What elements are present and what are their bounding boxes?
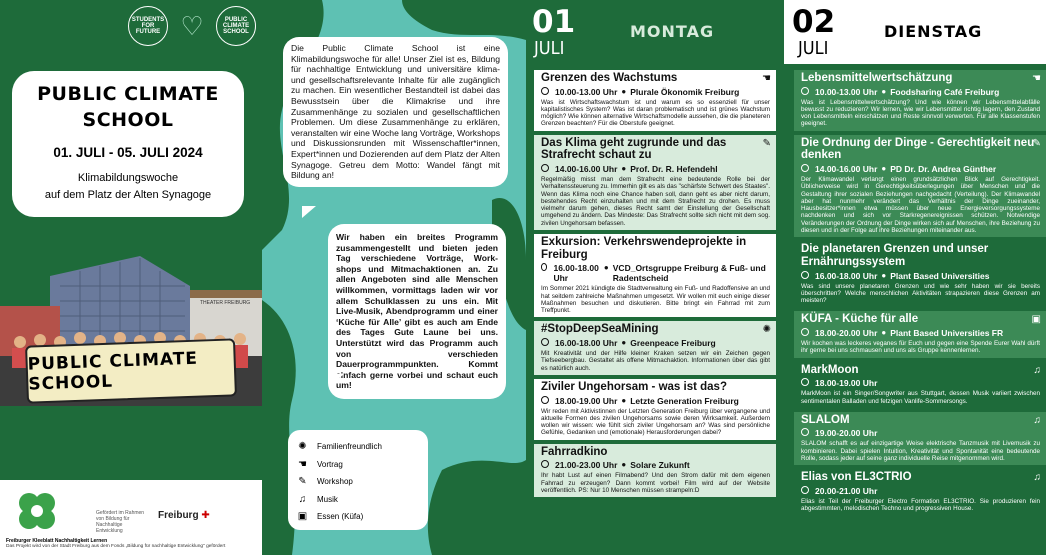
event-time: 10.00-13.00 Uhr: [555, 86, 618, 97]
public-climate-school-logo: PUBLIC CLIMATE SCHOOL: [216, 6, 256, 46]
clock-icon: [801, 378, 809, 386]
event-description: Was ist Lebensmittelwertschätzung? Und wie können wir Lebensmittelabfälle bewusst zu reduzieren? Wir lernen, wie wir Lebensmittel richtig lagern, den Zustand von Lebensmitteln einschätzen und Reste sinnvoll verwerten. Für alle Klassenstufen geeignet.: [801, 98, 1040, 128]
event-host: VCD_Ortsgruppe Freiburg & Fuß- und Radentscheid: [612, 263, 766, 284]
event-time: 20.00-21.00 Uhr: [815, 485, 878, 496]
legend-item: [296, 473, 420, 491]
clock-icon: [541, 263, 547, 271]
event-meta: [801, 378, 1040, 388]
event-description: Was sind unsere planetaren Grenzen und wie sehr haben wir sie bereits überschritten? Welche menschlichen Aktivitäten strapazieren diese Grenzen am meisten?: [801, 282, 1040, 305]
event-time: 14.00-16.00 Uhr: [555, 163, 618, 174]
legend-label: Workshop: [317, 477, 353, 487]
event-host: PD Dr. Dr. Andrea Günther: [890, 163, 997, 174]
event-title: Das Klima geht zugrunde und das Strafrecht schaut zu: [541, 136, 727, 162]
event-meta: [541, 164, 770, 174]
program-bubble: Wir haben ein breites Programm zusammengestellt und bieten jeden Tag verschiedene Vorträge, Work-shops und Mitmachaktionen an. Zu allen Angeboten sind alle Menschen willkommen, vormittags laden wir vor allem Schulklassen zu uns ein. Mit Live-Musik, Abendprogramm und einer ‘Küche für Alle’ gibt es auch am Ende des Tages Gute Laune bei uns. Unterstützt wird das Programm auch von verschieden Dauerprogrammpunkten. Kommt einfach gerne vorbei und schaut euch um!: [328, 224, 506, 399]
event-title: Ziviler Ungehorsam - was ist das?: [541, 380, 727, 393]
lecture-icon: ☚: [298, 458, 307, 470]
clock-icon: [801, 164, 809, 172]
event-host: Plant Based Universities: [890, 270, 990, 281]
music-icon: ♫: [298, 493, 307, 505]
event-host: Prof. Dr. R. Hefendehl: [630, 163, 718, 174]
event-time: 21.00-23.00 Uhr: [555, 460, 618, 471]
lecture-icon: ☚: [762, 73, 771, 84]
event-description: Mit Kreativität und der Hilfe kleiner Kraken setzen wir ein Zeichen gegen Tiefseebergbau. Gestaltet als offene Mitmachaktion. Informationen über das gibt es natürlich auch.: [541, 350, 770, 372]
event-description: Wir kochen was leckeres veganes für Euch und gegen eine Spende Eurer Wahl dürft ihr gerne bei uns schmausen und uns als Gruppe kennenlernen.: [801, 340, 1040, 355]
person-icon: ●: [881, 328, 887, 338]
event-description: MarkMoon ist ein Singer/Songwriter aus Stuttgart, dessen Musik variiert zwischen sentimentalen Balladen und fetzigen Vanlife-Sommersongs.: [801, 390, 1040, 405]
title-card: [12, 71, 244, 217]
event-card: [534, 70, 776, 131]
event-title: Grenzen des Wachstums: [541, 72, 678, 84]
event-card: [534, 444, 776, 497]
person-icon: ●: [621, 163, 627, 173]
legend-label: Familienfreundlich: [317, 442, 382, 452]
event-card: [794, 241, 1046, 307]
event-meta: [541, 87, 770, 97]
banner: PUBLIC CLIMATE SCHOOL: [25, 338, 237, 403]
event-card: [794, 311, 1046, 357]
students-for-future-logo: STUDENTS FOR FUTURE: [128, 6, 168, 46]
event-title: MarkMoon: [801, 363, 859, 376]
clock-icon: [541, 87, 549, 95]
legend-item: [296, 508, 420, 526]
person-icon: ●: [881, 163, 887, 173]
event-title: Exkursion: Verkehrswendeprojekte in Freiburg: [541, 236, 747, 261]
tuesday-events: [794, 70, 1046, 519]
monday-panel: [526, 0, 784, 555]
freiburg-name: Freiburg: [158, 510, 199, 521]
event-card: [794, 70, 1046, 131]
music-icon: ♫: [1033, 472, 1041, 484]
clock-icon: [801, 87, 809, 95]
event-time: 18.00-20.00 Uhr: [815, 328, 878, 339]
food-icon: ▣: [1031, 314, 1041, 326]
person-icon: ●: [621, 395, 627, 405]
event-card: [794, 362, 1046, 408]
monday-events: [534, 70, 776, 501]
event-card: [794, 469, 1046, 515]
event-card: [534, 321, 776, 374]
family-icon: ✺: [762, 324, 771, 336]
event-host: Solare Zukunft: [630, 460, 690, 471]
workshop-icon: ✎: [1032, 137, 1041, 149]
theater-sign: THEATER FREIBURG: [200, 300, 251, 306]
legend-label: Essen (Küfa): [317, 512, 364, 522]
monday-day-name: MONTAG: [630, 22, 715, 41]
event-description: Wir reden mit Aktivistinnen der Letzten Generation Freiburg über vergangene und aktuelle Formen des zivilen Ungehorsams sowie deren Wirksamkeit. Außerdem wollen wir wissen: wie fühlt sich ziviler Ungehorsam an? Was sind persönliche Gefühle, Gedanken und (emotionale) Herausforderungen dabei?: [541, 407, 770, 437]
person-icon: ●: [621, 338, 627, 348]
legend-item: [296, 456, 420, 474]
legend-label: Musik: [317, 494, 338, 504]
event-description: Ihr habt Lust auf einen Filmabend? Und den Strom dafür mit dem eigenen Fahrrad zu erzeugen? Dann kommt vorbei! Film wird auf der Website veröffentlich. PS: Nur 10 Menschen müssen strampeln:D: [541, 472, 770, 494]
event-meta: [541, 338, 770, 348]
event-title: #StopDeepSeaMining: [541, 323, 659, 336]
event-description: SLALOM schafft es auf einzigartige Weise elektrische Tanzmusik mit Livemusik zu kombinieren. Dabei spielen Intuition, Kreativität und Spontanität eine bedeutende Rolle, sodass jeder auf seine ganz individuelle Reise mitgenommen wird.: [801, 440, 1040, 462]
clock-icon: [541, 460, 549, 468]
tuesday-day-name: DIENSTAG: [884, 22, 983, 41]
event-title: Die Ordnung der Dinge - Gerechtigkeit neu denken: [801, 136, 1035, 162]
clock-icon: [801, 328, 809, 336]
intro-bubble: Die Public Climate School ist eine Klimabildungswoche für alle! Unser Ziel ist es, Bildung für nachhaltige Entwicklung und universitäre klima- und gesellschaftsrelevante Inhalte für alle zugänglich zu machen. Ein wesentlicher Bestandteil ist dabei das Bewusstsein über die Klimakrise und ihre Zusammenhänge zu sozialen und gesellschaftlichen Problemen. Um diese Zusammenhänge zu erklären, veranstalten wir eine Woche lang Vorträge, Workshops und Diskussionsrunden mit Wissenschaftler*innen, Expert*innen und Dozierenden auf dem Platz der Alten Synagoge. Getreu dem Motto: Wandel fängt mit Bildung an!: [283, 37, 508, 187]
bubble-tail: [330, 374, 344, 386]
event-time: 18.00-19.00 Uhr: [815, 378, 878, 389]
event-description: Der Klimawandel verlangt einen grundsätzlichen Blick auf Gerechtigkeit. Üblicherweise wird in Gerechtigkeitsüberlegungen über Menschen und die Gestaltung ihrer sozialen Beziehungen nachgedacht (Verteilung). Der Klimawandel aber hat nunmehr verändert das Verhältnis der Dinge zueinander, Hausbesitzer*innen etwa müssen über neue Energieversorgungssysteme nachdenken und sich vor Starkregenereignissen schützen. Notwendige Veränderungen der Ordnung der Dinge wirken sich auf Menschen, ihre Beziehung zu diesen und in der Folge auf ihre Beziehungen miteinander aus.: [801, 175, 1040, 235]
event-card: [534, 135, 776, 230]
tuesday-day-number: 02: [792, 4, 836, 40]
legend-item: [296, 491, 420, 509]
partner-text: Gefördert im Rahmen von Bildung für Nachhaltige Entwicklung: [96, 510, 145, 534]
event-time: 18.00-19.00 Uhr: [555, 395, 618, 406]
clock-icon: [541, 396, 549, 404]
footer: [0, 480, 262, 555]
workshop-icon: ✎: [298, 476, 307, 488]
person-icon: ●: [603, 263, 609, 273]
clock-icon: [801, 486, 809, 494]
lecture-icon: ☚: [1032, 73, 1041, 84]
clock-icon: [541, 164, 549, 172]
cover-panel: [0, 0, 262, 555]
event-time: 10.00-13.00 Uhr: [815, 86, 878, 97]
clock-icon: [541, 338, 549, 346]
subtitle: [12, 170, 244, 204]
page-title: PUBLIC CLIMATE SCHOOL: [37, 83, 219, 131]
legend-label: Vortrag: [317, 459, 343, 469]
event-title: Die planetaren Grenzen und unser Ernährungssystem: [801, 243, 989, 268]
footer-title: Freiburger Kleeblatt Nachhaltigkeit Lernen: [6, 538, 108, 544]
event-title: Fahrradkino: [541, 445, 608, 458]
person-icon: ●: [621, 460, 627, 470]
event-card: [534, 379, 776, 440]
subtitle-line-2: auf dem Platz der Alten Synagoge: [44, 189, 212, 201]
event-host: Greenpeace Freiburg: [630, 338, 716, 349]
event-title: SLALOM: [801, 413, 850, 426]
event-title: Elias von EL3CTRIO: [801, 471, 912, 484]
event-meta: [541, 460, 770, 470]
event-card: [794, 412, 1046, 465]
monday-day-number: 01: [532, 4, 576, 40]
music-icon: ♫: [1033, 364, 1041, 376]
music-icon: ♫: [1033, 414, 1041, 426]
person-icon: ●: [881, 86, 887, 96]
event-time: 14.00-16.00 Uhr: [815, 163, 878, 174]
event-time: 19.00-20.00 Uhr: [815, 428, 878, 439]
legend-item: [296, 438, 420, 456]
event-meta: [801, 486, 1040, 496]
event-time: 16.00-18.00 Uhr: [815, 270, 878, 281]
event-description: Regelmäßig misst man dem Strafrecht eine bedeutende Rolle bei der Verhaltenssteuerung zu. Immerhin gilt es als das "schärfste Schwert des Staates". Wenn das Klima noch eine Chance haben soll, dann geht es aber nicht darum, bestehendes Recht einzuhalten und mit dem Strafrecht zu drohen. Es muss vielmehr darum gehen, dieses Recht samt der Einstellung der Gesellschaft umgehend zu ändern. Das Mindeste: Das Strafrecht sollte sich nicht mit dem sog. zivilen Ungehorsam befassen.: [541, 175, 770, 227]
event-meta: [801, 428, 1040, 438]
tuesday-panel: [784, 0, 1046, 555]
event-dates: 01. JULI - 05. JULI 2024: [53, 145, 203, 160]
event-description: Im Sommer 2021 kündigte die Stadtverwaltung ein Fuß- und Radoffensive an und hat seitdem zahlreiche Maßnahmen umgesetzt. Wir wollen mit euch einige dieser Maßnahmen besuchen und diskutieren. Bitte bringt ein Fahrrad mit zum Treffpunkt.: [541, 285, 770, 315]
event-description: Was ist Wirtschaftswachstum ist und warum es so essenziell für unser kapitalistisches System? Was ist daran problematisch und ist grünes Wachstum möglich? Wie können alternative Wirtschaftsmodelle aussehen, die die planeteren Grenzen beachten? Für die Oberstufe geeignet.: [541, 98, 770, 128]
event-meta: [801, 328, 1040, 338]
clock-icon: [801, 271, 809, 279]
bubble-tail: [302, 206, 316, 218]
event-meta: [801, 87, 1040, 97]
event-time: 16.00-18.00 Uhr: [553, 263, 599, 284]
clover-logo-icon: [12, 486, 62, 536]
event-host: Plurale Ökonomik Freiburg: [630, 86, 740, 97]
event-host: Foodsharing Café Freiburg: [890, 86, 1000, 97]
event-title: Lebensmittelwertschätzung: [801, 72, 953, 84]
family-icon: ✺: [298, 441, 307, 453]
event-host: Plant Based Universities FR: [890, 328, 1004, 339]
event-description: Elias ist Teil der Freiburger Electro Formation EL3CTRIO. Sie produzieren fein abgestimmten, melodischen Techno und progressiven House.: [801, 497, 1040, 513]
footer-note: Das Projekt wird von der Stadt Freiburg aus dem Fonds „Bildung für nachhaltige Entwicklung" gefördert: [6, 544, 226, 549]
freiburg-crest-icon: ✚: [198, 510, 210, 521]
workshop-icon: ✎: [762, 137, 771, 149]
event-meta: [801, 164, 1040, 174]
legend: [288, 430, 428, 530]
event-meta: [541, 396, 770, 406]
event-card: [534, 234, 776, 317]
event-meta: [801, 271, 1040, 281]
tuesday-month: JULI: [798, 38, 829, 59]
person-icon: ●: [621, 86, 627, 96]
event-card: [794, 135, 1046, 238]
heart-icon: ♡: [180, 11, 204, 41]
logo-row: [128, 6, 256, 46]
food-icon: ▣: [297, 511, 308, 523]
freiburg-logo: [158, 510, 210, 521]
info-panel: [262, 0, 526, 555]
event-title: KÜFA - Küche für alle: [801, 313, 919, 326]
subtitle-line-1: Klimabildungswoche: [77, 172, 179, 184]
event-time: 16.00-18.00 Uhr: [555, 338, 618, 349]
event-host: Letzte Generation Freiburg: [630, 395, 739, 406]
monday-month: JULI: [534, 38, 565, 59]
person-icon: ●: [881, 270, 887, 280]
event-meta: [541, 263, 770, 283]
clock-icon: [801, 428, 809, 436]
